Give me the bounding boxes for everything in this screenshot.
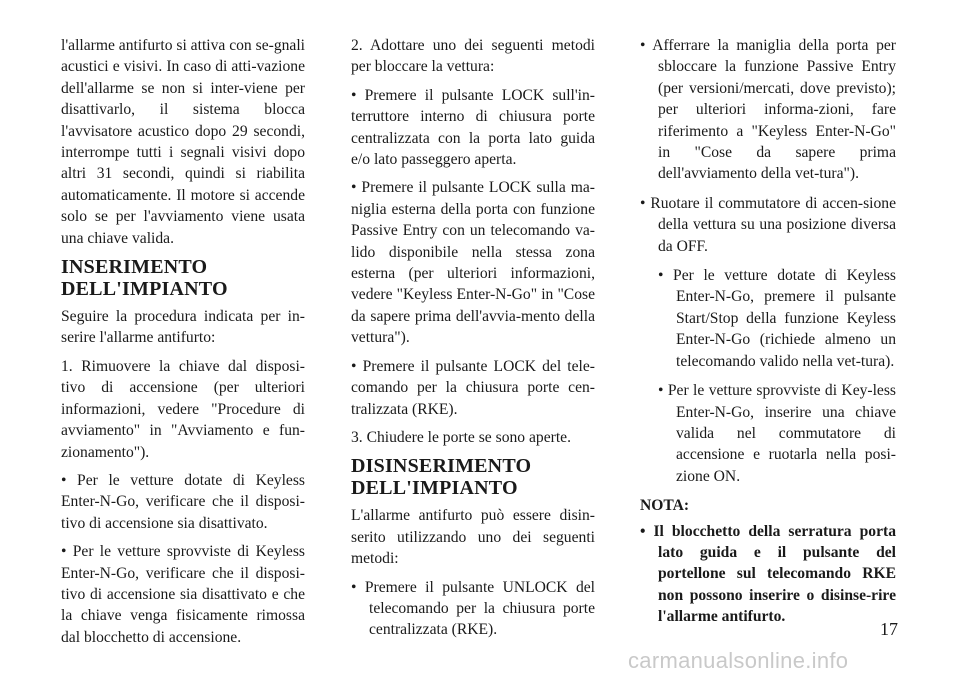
bullet-keyless: • Per le vetture dotate di Keyless Enter-N-Go, verificare che il disposi-tivo di accensione sia disattivato. xyxy=(61,471,305,532)
section-heading-disinserimento: DISINSERIMENTO DELL'IMPIANTO xyxy=(351,455,532,500)
bullet-unlock-rke: • Premere il pulsante UNLOCK del telecomando per la chiusura porte centralizzata (RKE). xyxy=(351,578,595,639)
column-left xyxy=(61,35,305,655)
page-number: 17 xyxy=(880,619,898,639)
step-3: 3. Chiudere le porte se sono aperte. xyxy=(351,428,571,446)
step-1: 1. Rimuovere la chiave dal disposi-tivo di accensione (per ulteriori informazioni, vedere "Procedure di avviamento" in "Avviamento e fun-zionamento"). xyxy=(61,357,305,461)
bullet-door-handle: • Afferrare la maniglia della porta per sbloccare la funzione Passive Entry (per versioni/mercati, dove previsto); per ulteriori informa-zioni, fare riferimento a "Keyless Enter-N-Go" in "Cose da sapere prima dell'avviamento della vet-tura"). xyxy=(640,37,896,183)
paragraph: L'allarme antifurto può essere disin-serito utilizzando uno dei seguenti metodi: xyxy=(351,507,595,568)
subbullet-no-keyless: • Per le vetture sprovviste di Key-less Enter-N-Go, inserire una chiave valida nel commutatore di accensione e ruotarla nella posi-zione ON. xyxy=(658,382,896,485)
bullet-ignition: • Ruotare il commutatore di accen-sione della vettura su una posizione diversa da OFF. xyxy=(640,194,896,255)
column-right xyxy=(640,35,896,636)
paragraph: Seguire la procedura indicata per in-serire l'allarme antifurto: xyxy=(61,308,305,347)
column-middle xyxy=(351,35,595,649)
section-heading-inserimento: INSERIMENTO DELL'IMPIANTO xyxy=(61,256,228,301)
paragraph: l'allarme antifurto si attiva con se-gnali acustici e visivi. In caso di atti-vazione dell'allarme se non si inter-viene per disattivarlo, il sistema blocca l'avvisatore acustico dopo 29 secondi, interrompe tutti i segnali visivi dopo altri 31 secondi, quindi si riabilita automaticamente. Il motore si accende solo se per l'avviamento viene usata una chiave valida. xyxy=(61,37,305,247)
bullet-no-keyless: • Per le vetture sprovviste di Keyless Enter-N-Go, verificare che il disposi-tivo di accensione sia disattivato e che la chiave venga fisicamente rimossa dal blocchetto di accensione. xyxy=(61,543,305,646)
bullet-lock-interior: • Premere il pulsante LOCK sull'in-terruttore interno di chiusura porte centralizzata con la porta lato guida e/o lato passeggero aperta. xyxy=(351,86,595,169)
bullet-lock-rke: • Premere il pulsante LOCK del tele-comando per la chiusura porte cen-tralizzata (RKE). xyxy=(351,357,595,418)
step-2: 2. Adottare uno dei seguenti metodi per bloccare la vettura: xyxy=(351,37,595,76)
note-label: NOTA: xyxy=(640,497,690,515)
watermark: carmanualsonline.info xyxy=(628,648,849,673)
bullet-lock-passive-entry: • Premere il pulsante LOCK sulla ma-niglia esterna della porta con funzione Passive Entry con un telecomando va-lido disponibile nella stessa zona esterna (per ulteriori informazioni, vedere "Keyless Enter-N-Go" in "Cose da sapere prima dell'avvia-mento della vettura"). xyxy=(351,179,595,347)
note-bullet: • Il blocchetto della serratura porta lato guida e il pulsante del portellone sul telecomando RKE non possono inserire o disinse-rire l'allarme antifurto. xyxy=(640,522,896,626)
subbullet-keyless: • Per le vetture dotate di Keyless Enter-N-Go, premere il pulsante Start/Stop della funzione Keyless Enter-N-Go (richiede almeno un telecomando valido nella vet-tura). xyxy=(658,267,896,370)
